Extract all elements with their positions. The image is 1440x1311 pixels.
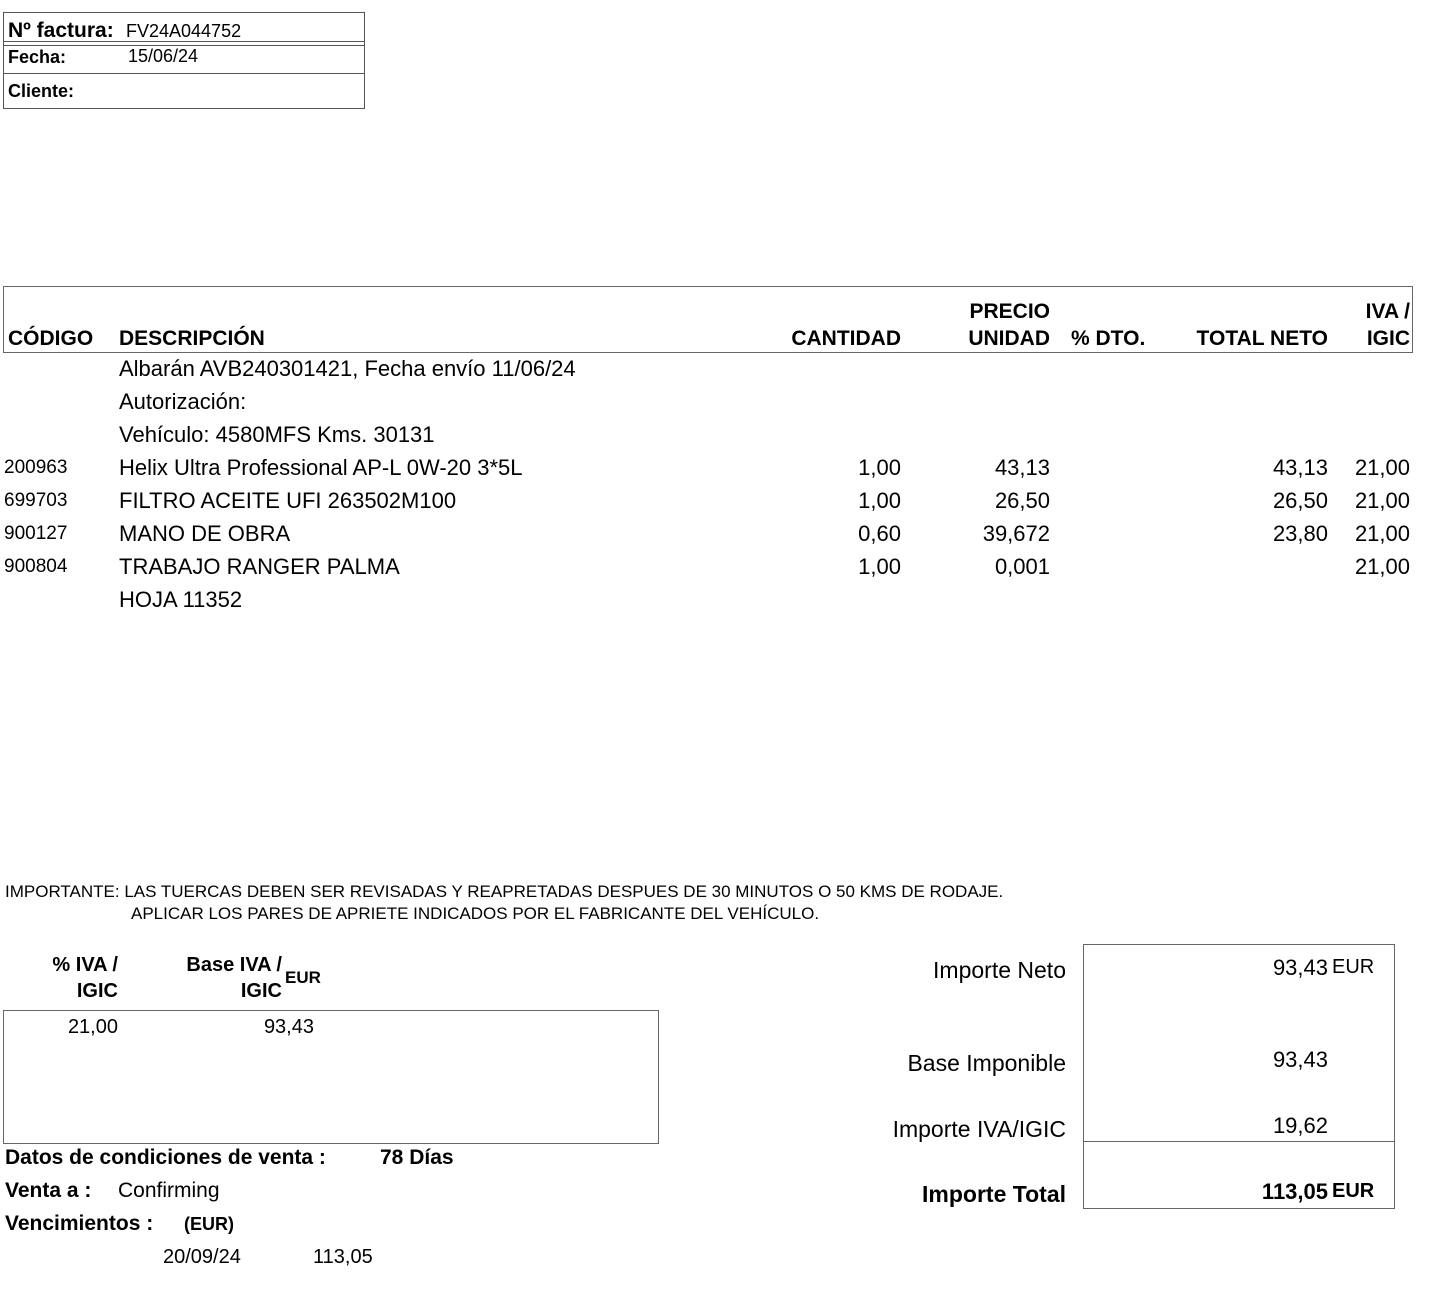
- item-code: 900804: [4, 556, 68, 577]
- invoice-number-label: Nº factura:: [8, 19, 114, 42]
- item-description: MANO DE OBRA: [119, 521, 291, 546]
- invoice-number: FV24A044752: [126, 21, 242, 41]
- tax-currency: EUR: [285, 968, 321, 987]
- col-quantity-header: CANTIDAD: [791, 327, 901, 350]
- item-code: 200963: [4, 457, 68, 478]
- tax-pct-header-2: IGIC: [76, 980, 118, 1002]
- item-vat: 21,00: [1354, 521, 1410, 546]
- net-amount-currency: EUR: [1332, 956, 1375, 978]
- item-quantity: 1,00: [858, 488, 901, 513]
- important-notice-line2: APLICAR LOS PARES DE APRIETE INDICADOS POR EL FABRICANTE DEL VEHÍCULO.: [131, 904, 820, 923]
- tax-base-header: Base IVA /: [186, 954, 282, 976]
- sale-conditions-value: 78 Días: [380, 1146, 454, 1169]
- table-row: [0, 455, 1440, 488]
- col-vat-header: IVA /: [1365, 300, 1410, 323]
- client-label: Cliente:: [8, 81, 75, 101]
- due-dates-label: Vencimientos :: [5, 1212, 154, 1235]
- col-unit-price-header-2: UNIDAD: [968, 327, 1050, 350]
- sale-to-label: Venta a :: [5, 1179, 92, 1202]
- date-label: Fecha:: [8, 47, 67, 67]
- item-description: TRABAJO RANGER PALMA: [119, 554, 400, 579]
- col-unit-price-header: PRECIO: [969, 300, 1050, 323]
- item-quantity: 0,60: [858, 521, 901, 546]
- important-notice-line1: IMPORTANTE: LAS TUERCAS DEBEN SER REVISADAS Y REAPRETADAS DESPUES DE 30 MINUTOS O 50 KMS DE RODAJE.: [5, 882, 1004, 901]
- col-code-header: CÓDIGO: [8, 327, 94, 350]
- total-amount-currency: EUR: [1332, 1180, 1375, 1202]
- vehicle-note: Vehículo: 4580MFS Kms. 30131: [119, 422, 435, 447]
- item-code: 699703: [4, 490, 68, 511]
- table-row: [0, 521, 1440, 554]
- tax-base-value: 93,43: [263, 1016, 314, 1038]
- date-value: 15/06/24: [128, 46, 199, 66]
- item-net-total: 23,80: [1272, 521, 1328, 546]
- vat-amount-label: Importe IVA/IGIC: [892, 1116, 1066, 1142]
- net-amount-value: 93,43: [1272, 955, 1328, 980]
- due-currency: (EUR): [184, 1214, 234, 1234]
- item-quantity: 1,00: [858, 554, 901, 579]
- col-discount-header: % DTO.: [1071, 327, 1146, 350]
- item-vat: 21,00: [1354, 554, 1410, 579]
- item-description: FILTRO ACEITE UFI 263502M100: [119, 488, 457, 513]
- table-row: [0, 488, 1440, 521]
- divider: [4, 73, 364, 74]
- taxable-base-label: Base Imponible: [907, 1050, 1066, 1076]
- vat-amount-value: 19,62: [1272, 1113, 1328, 1138]
- item-net-total: 43,13: [1272, 455, 1328, 480]
- delivery-note: Albarán AVB240301421, Fecha envío 11/06/24: [119, 356, 576, 381]
- tax-pct-value: 21,00: [67, 1016, 118, 1038]
- table-row: [0, 554, 1440, 587]
- col-net-total-header: TOTAL NETO: [1196, 327, 1328, 350]
- due-amount: 113,05: [313, 1246, 373, 1268]
- authorization-note: Autorización:: [119, 389, 247, 414]
- work-sheet-note: HOJA 11352: [119, 587, 243, 612]
- item-unit-price: 39,672: [982, 521, 1050, 546]
- item-vat: 21,00: [1354, 455, 1410, 480]
- item-quantity: 1,00: [858, 455, 901, 480]
- sale-to-value: Confirming: [118, 1179, 220, 1202]
- item-description: Helix Ultra Professional AP-L 0W-20 3*5L: [119, 455, 523, 480]
- col-vat-header-2: IGIC: [1366, 327, 1410, 350]
- taxable-base-value: 93,43: [1272, 1047, 1328, 1072]
- totals-box: [1083, 944, 1395, 1209]
- col-description-header: DESCRIPCIÓN: [119, 327, 265, 350]
- tax-base-header-2: IGIC: [240, 980, 282, 1002]
- tax-pct-header: % IVA /: [52, 954, 118, 976]
- total-amount-label: Importe Total: [922, 1181, 1066, 1207]
- sale-conditions-label: Datos de condiciones de venta :: [5, 1146, 326, 1169]
- item-unit-price: 43,13: [994, 455, 1050, 480]
- divider: [1083, 1141, 1394, 1142]
- item-vat: 21,00: [1354, 488, 1410, 513]
- due-date: 20/09/24: [163, 1246, 241, 1268]
- item-unit-price: 0,001: [994, 554, 1050, 579]
- item-code: 900127: [4, 523, 68, 544]
- item-net-total: 26,50: [1272, 488, 1328, 513]
- item-unit-price: 26,50: [994, 488, 1050, 513]
- net-amount-label: Importe Neto: [933, 957, 1066, 983]
- total-amount-value: 113,05: [1261, 1179, 1328, 1204]
